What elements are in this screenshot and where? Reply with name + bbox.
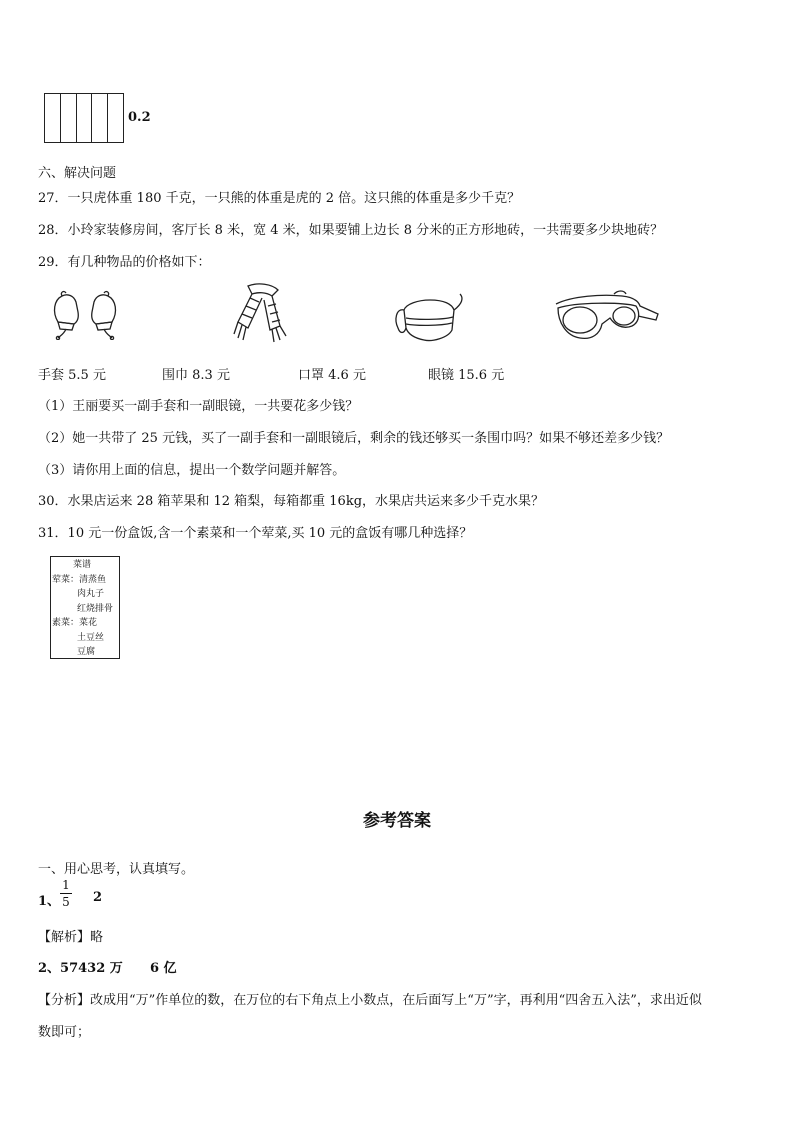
price-glasses: 眼镜 15.6 元 (428, 368, 505, 383)
grid-cell (61, 94, 77, 142)
menu-veg-3: 豆腐 (77, 647, 96, 657)
grid-cell (45, 94, 61, 142)
answer-1-analysis: 【解析】略 (38, 930, 104, 945)
question-30: 30．水果店运来 28 箱苹果和 12 箱梨，每箱都重 16kg，水果店共运来多少千克水果？ (38, 494, 545, 509)
question-29-2: （2）她一共带了 25 元钱，买了一副手套和一副眼镜后，剩余的钱还够买一条围巾吗？如果不够还差多少钱？ (38, 431, 670, 446)
answer-2-analysis-line1: 【分析】改成用“万”作单位的数，在万位的右下角点上小数点，在后面写上“万”字，再利用“四舍五入法”，求出近似 (38, 993, 702, 1008)
answer-2: 2、57432 万 6 亿 (38, 961, 177, 976)
glasses-icon (552, 290, 664, 344)
question-29: 29．有几种物品的价格如下： (38, 255, 211, 270)
scarf-icon (228, 282, 292, 344)
answer-2-analysis-line2: 数即可； (38, 1025, 91, 1040)
answer-1-prefix: 1、 (38, 894, 61, 909)
menu-veg-2: 土豆丝 (77, 632, 105, 643)
fraction-denominator: 5 (62, 895, 70, 909)
grid-cell (108, 94, 123, 142)
question-29-3: （3）请你用上面的信息，提出一个数学问题并解答。 (38, 463, 346, 478)
question-31: 31．10 元一份盒饭,含一个素菜和一个荤菜,买 10 元的盒饭有哪几种选择？ (38, 526, 473, 541)
grid-cell (77, 94, 93, 142)
grid-cell (92, 94, 108, 142)
price-mask: 口罩 4.6 元 (298, 368, 366, 383)
decimal-grid-figure (44, 93, 124, 143)
menu-title: 菜谱 (73, 560, 92, 570)
fraction-numerator: 1 (62, 878, 70, 892)
mask-icon (392, 290, 466, 344)
price-scarf: 围巾 8.3 元 (162, 368, 230, 383)
answers-part1-heading: 一、用心思考，认真填写。 (38, 862, 195, 877)
section-heading: 六、解决问题 (38, 166, 117, 181)
question-29-1: （1）王丽要买一副手套和一副眼镜，一共要花多少钱？ (38, 399, 359, 414)
menu-meat-2: 肉丸子 (77, 589, 105, 599)
answer-1-fraction (60, 878, 72, 909)
question-27: 27．一只虎体重 180 千克，一只熊的体重是虎的 2 倍。这只熊的体重是多少千克？ (38, 191, 521, 206)
grid-value-label: 0.2 (128, 110, 151, 125)
price-gloves: 手套 5.5 元 (38, 368, 106, 383)
menu-table (50, 556, 120, 659)
gloves-icon (50, 288, 120, 340)
answer-1-value: 2 (93, 890, 103, 905)
answers-title: 参考答案 (363, 811, 431, 831)
menu-meat-3: 红烧排骨 (77, 603, 114, 614)
menu-veg-1: 素菜：菜花 (52, 618, 98, 628)
menu-meat-1: 荤菜：清蒸鱼 (52, 574, 107, 585)
question-28: 28．小玲家装修房间，客厅长 8 米，宽 4 米，如果要铺上边长 8 分米的正方形地砖，一共需要多少块地砖？ (38, 223, 664, 238)
